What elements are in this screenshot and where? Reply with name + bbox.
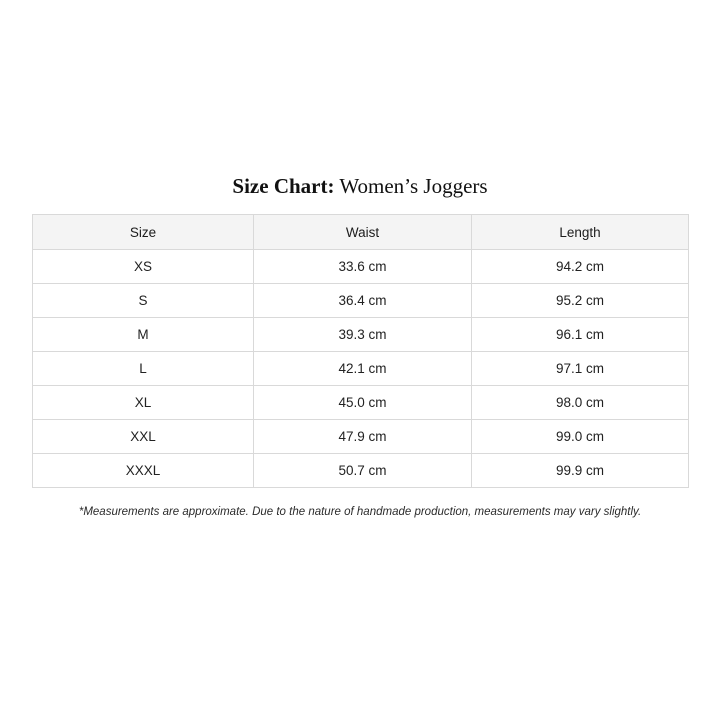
- cell-waist: 36.4 cm: [254, 284, 472, 318]
- table-row: [33, 420, 689, 454]
- page-title-strong: Size Chart:: [232, 174, 335, 198]
- column-header-size: Size: [33, 215, 254, 250]
- cell-length: 99.9 cm: [472, 454, 689, 488]
- cell-waist: 47.9 cm: [254, 420, 472, 454]
- cell-waist: 42.1 cm: [254, 352, 472, 386]
- table-header: [33, 215, 689, 250]
- column-header-length: Length: [472, 215, 689, 250]
- cell-size: M: [33, 318, 254, 352]
- page-title-rest: Women’s Joggers: [334, 174, 488, 198]
- table-row: [33, 250, 689, 284]
- cell-size: XXXL: [33, 454, 254, 488]
- table-header-row: [33, 215, 689, 250]
- cell-waist: 39.3 cm: [254, 318, 472, 352]
- cell-waist: 33.6 cm: [254, 250, 472, 284]
- table-row: [33, 284, 689, 318]
- measurement-footnote: *Measurements are approximate. Due to the nature of handmade production, measurements may vary slightly.: [78, 506, 642, 518]
- table-row: [33, 386, 689, 420]
- cell-size: L: [33, 352, 254, 386]
- cell-length: 96.1 cm: [472, 318, 689, 352]
- cell-size: XS: [33, 250, 254, 284]
- cell-size: XL: [33, 386, 254, 420]
- page-title: [32, 172, 688, 200]
- cell-size: XXL: [33, 420, 254, 454]
- size-chart-container: [32, 172, 688, 520]
- cell-length: 98.0 cm: [472, 386, 689, 420]
- column-header-waist: Waist: [254, 215, 472, 250]
- cell-waist: 50.7 cm: [254, 454, 472, 488]
- cell-length: 95.2 cm: [472, 284, 689, 318]
- table-body: [33, 250, 689, 488]
- cell-length: 99.0 cm: [472, 420, 689, 454]
- cell-length: 94.2 cm: [472, 250, 689, 284]
- table-row: [33, 454, 689, 488]
- cell-size: S: [33, 284, 254, 318]
- table-row: [33, 352, 689, 386]
- size-chart-table: [32, 214, 689, 488]
- table-row: [33, 318, 689, 352]
- cell-length: 97.1 cm: [472, 352, 689, 386]
- cell-waist: 45.0 cm: [254, 386, 472, 420]
